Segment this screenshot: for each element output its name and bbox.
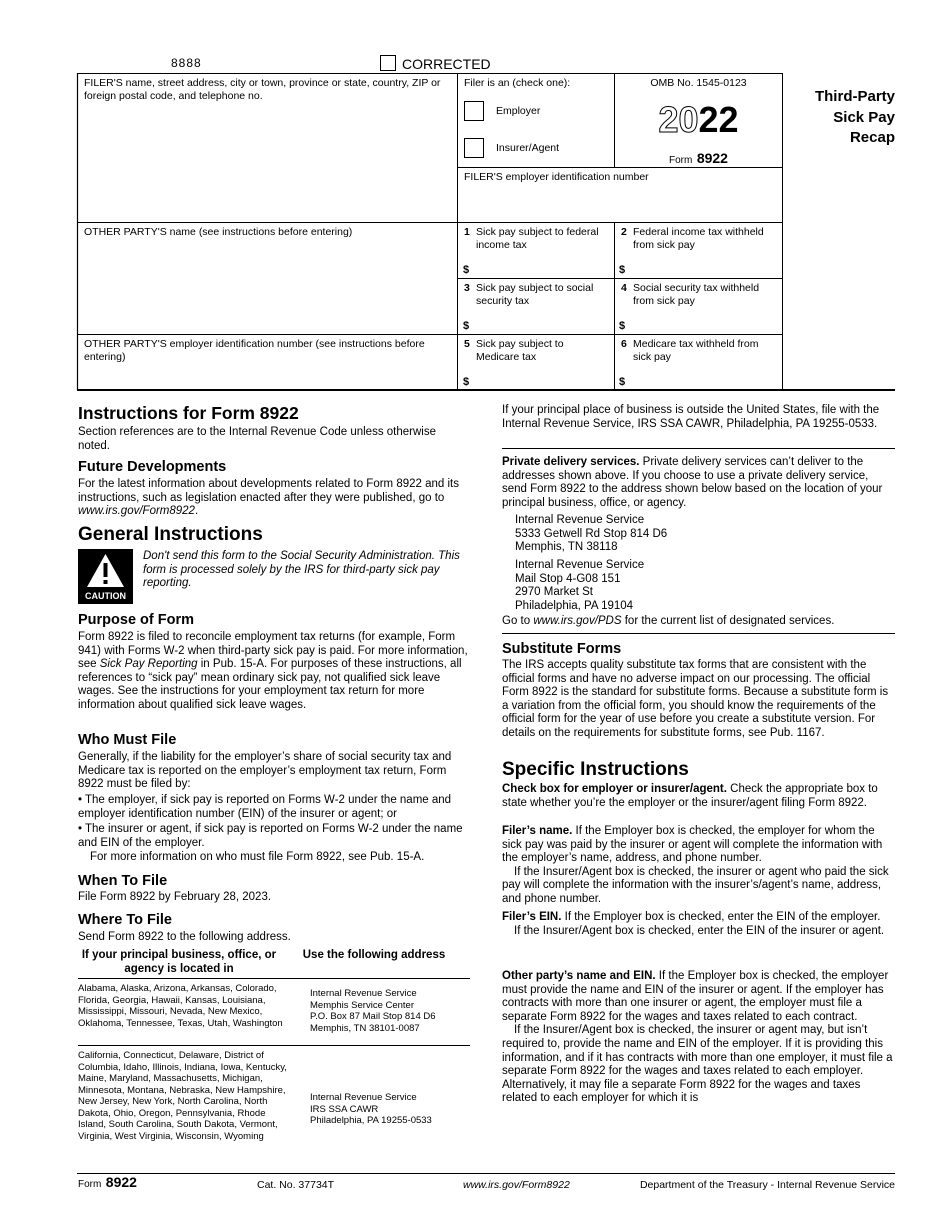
box-4[interactable]	[616, 280, 781, 333]
omb-number: OMB No. 1545-0123	[650, 77, 747, 89]
pds-addr2-line: Philadelphia, PA 19104	[515, 599, 634, 612]
who-bullet-2: • The insurer or agent, if sick pay is reported on Forms W-2 under the name and EIN of the employer.	[78, 823, 463, 849]
row1-addr-line: Memphis, TN 38101-0087	[310, 1022, 420, 1034]
other-party-ein-field[interactable]	[79, 364, 456, 389]
tax-year-solid: 22	[698, 99, 739, 140]
box-4-number: 4	[621, 282, 627, 294]
purpose-text-1: Form 8922 is filed to reconcile employment tax returns (for example, Form 941) with Forms W-2 when third-party sick pay is paid. For more information, see	[78, 631, 468, 671]
pds-addr2-line: Mail Stop 4-G08 151	[515, 572, 621, 585]
filer-ein-field[interactable]	[459, 186, 781, 221]
who-more: For more information on who must file Form 8922, see Pub. 15-A.	[90, 851, 425, 863]
filer-is-label: Filer is an (check one):	[464, 77, 571, 89]
box-3-number: 3	[464, 282, 470, 294]
caution-icon	[78, 549, 133, 591]
when-to-file-text: File Form 8922 by February 28, 2023.	[78, 891, 272, 903]
box-5-dollar: $	[463, 376, 470, 388]
tax-year-outline: 20	[658, 99, 699, 140]
pds-goto-end: for the current list of designated services.	[624, 615, 835, 627]
filer-name-label: FILER'S name, street address, city or town, province or state, country, ZIP or foreign postal code, and telephone no.	[84, 77, 441, 102]
other-party-ein-label: OTHER PARTY'S employer identification number (see instructions before entering)	[84, 338, 425, 363]
pds-address-2	[515, 559, 875, 613]
table-row-1-states: Alabama, Alaska, Arizona, Arkansas, Colorado, Florida, Georgia, Hawaii, Kansas, Louisiana, Mississippi, Missouri, Nevada, New Mexico, Oklahoma, Tennessee, Texas, Utah, Washington	[78, 983, 283, 1029]
insurer-agent-label: Insurer/Agent	[496, 142, 560, 154]
instructions-title: Instructions for Form 8922	[78, 403, 299, 423]
table-row-1-address	[310, 988, 470, 1034]
other-party-name-label: OTHER PARTY'S name (see instructions before entering)	[84, 226, 353, 238]
check-box-text: Check the appropriate box to state whether you’re the employer or the insurer/agent filing Form 8922.	[502, 783, 878, 809]
form-title: Third-Party Sick Pay Recap	[814, 88, 895, 146]
box-4-label: Social security tax withheld from sick pay	[633, 282, 760, 307]
table-row-2-states: California, Connecticut, Delaware, District of Columbia, Idaho, Illinois, Indiana, Iowa, Kentucky, Maine, Maryland, Massachusetts, Michigan, Minnesota, Montana, Nebraska, New Hampshire, New Jersey, New York, North Carolina, North Dakota, Ohio, Oregon, Pennsylvania, Rhode Island, South Carolina, South Dakota, Vermont, Virginia, West Virginia, Wisconsin, Wyoming	[78, 1050, 287, 1142]
pds-goto-text: Go to	[502, 615, 531, 627]
specific-instructions-heading: Specific Instructions	[502, 759, 689, 780]
insurer-agent-checkbox[interactable]	[464, 138, 484, 158]
box-6-dollar: $	[619, 376, 626, 388]
future-link[interactable]: www.irs.gov/Form8922	[78, 505, 195, 518]
box-2[interactable]	[616, 224, 781, 277]
box-5[interactable]	[459, 336, 613, 389]
filer-ein-text-2: If the Insurer/Agent box is checked, enter the EIN of the insurer or agent.	[514, 924, 885, 937]
corrected-checkbox[interactable]	[380, 55, 396, 71]
table-row-2-address	[310, 1092, 470, 1127]
pds-addr2-line: 2970 Market St	[515, 586, 593, 599]
purpose-link: Sick Pay Reporting	[99, 658, 198, 671]
pds-link[interactable]: www.irs.gov/PDS	[533, 615, 622, 627]
purpose-text-2: in Pub. 15-A. For purposes of these instructions, all references to “sick pay” mean ordinary sick pay, not qualified sick leave wages. See the instructions for your employment tax return for more information about qualified sick leave wages.	[78, 658, 462, 711]
box-2-number: 2	[621, 226, 627, 238]
private-delivery-text	[502, 456, 895, 510]
who-must-file-heading: Who Must File	[78, 732, 177, 748]
pds-addr1-line: Internal Revenue Service	[515, 514, 645, 526]
private-delivery-heading: Private delivery services.	[502, 456, 640, 468]
footer-url: www.irs.gov/Form8922	[463, 1179, 570, 1191]
void-code: 8888	[171, 56, 202, 70]
employer-label: Employer	[496, 105, 541, 117]
box-3-label: Sick pay subject to social security tax	[476, 282, 594, 307]
when-to-file-heading: When To File	[78, 873, 168, 889]
box-5-label: Sick pay subject to Medicare tax	[476, 338, 564, 363]
footer-cat-no: Cat. No. 37734T	[257, 1179, 335, 1191]
caution-label: CAUTION	[85, 591, 126, 601]
other-party-text: If the Employer box is checked, the employer must provide the name and EIN of the insurer or agent. If the employer has contracts with more than one insurer or agent, the employer must file a separate Form 8922 for the wages and taxes related to each contract.	[502, 970, 889, 1023]
box-2-dollar: $	[619, 264, 626, 276]
form-number: 8922	[696, 150, 728, 166]
row1-addr-line: P.O. Box 87 Mail Stop 814 D6	[310, 1011, 436, 1022]
caution-badge	[78, 549, 133, 604]
check-box-instructions	[502, 783, 895, 810]
box-1-number: 1	[464, 226, 470, 238]
corrected-label: CORRECTED	[402, 56, 491, 72]
caution-text: Don't send this form to the Social Security Administration. This form is processed solely by the IRS for third-party sick pay reporting.	[143, 550, 460, 590]
pds-address-1	[515, 514, 875, 555]
who-bullet-1: • The employer, if sick pay is reported on Forms W-2 under the name and employer identification number (EIN) of the insurer or agent; or	[78, 794, 452, 820]
filer-ein-instructions	[502, 911, 895, 938]
outside-us-text: If your principal place of business is outside the United States, file with the Internal Revenue Service, IRS SSA CAWR, Philadelphia, PA 19255-0533.	[502, 404, 880, 430]
pds-addr1-line: Memphis, TN 38118	[515, 541, 618, 554]
row1-addr-line: Memphis Service Center	[310, 999, 415, 1011]
box-6-label: Medicare tax withheld from sick pay	[633, 338, 759, 363]
filer-name-text: If the Employer box is checked, the employer for whom the sick pay was paid by the insurer or agent will complete the information with the employer’s name, address, and phone number.	[502, 825, 883, 865]
box-4-dollar: $	[619, 320, 626, 332]
purpose-text	[78, 631, 470, 713]
filer-ein-text: If the Employer box is checked, enter the EIN of the employer.	[564, 911, 881, 923]
row2-addr-line: Internal Revenue Service	[310, 1092, 417, 1103]
intro-text: Section references are to the Internal Revenue Code unless otherwise noted.	[78, 426, 436, 452]
pds-addr1-line: 5333 Getwell Rd Stop 814 D6	[515, 527, 668, 540]
table-header-location: If your principal business, office, or agency is located in	[81, 949, 277, 975]
box-5-number: 5	[464, 338, 470, 350]
filer-name-heading: Filer’s name.	[502, 825, 573, 837]
filer-ein-label: FILER'S employer identification number	[464, 171, 649, 183]
where-to-file-text: Send Form 8922 to the following address.	[78, 931, 291, 943]
row2-addr-line: Philadelphia, PA 19255-0533	[310, 1115, 432, 1126]
footer-form-word: Form	[78, 1179, 102, 1190]
table-header-address: Use the following address	[302, 949, 446, 961]
who-must-file-text: Generally, if the liability for the employer’s share of social security tax and Medicare tax is reported on the employer’s employment tax return, Form 8922 must be filed by:	[78, 751, 452, 791]
pds-addr2-line: Internal Revenue Service	[515, 559, 645, 571]
pds-goto	[502, 615, 895, 629]
footer-form-id	[78, 1174, 137, 1192]
box-3-dollar: $	[463, 320, 470, 332]
form-word: Form	[669, 155, 693, 166]
filer-name-instructions	[502, 825, 895, 907]
box-1-dollar: $	[463, 264, 470, 276]
future-text: For the latest information about developments related to Form 8922 and its instructions, such as legislation enacted after they were published, go to	[78, 478, 459, 504]
substitute-forms-text: The IRS accepts quality substitute tax forms that are consistent with the official forms and have no adverse impact on our processing. The official Form 8922 is the standard for substitute forms. Because a substitute form is a variation from the official form, you should know the requirements of the official form for the year of use before you create a substitute version. For details on the requirements for substitute forms, see Pub. 1167.	[502, 659, 889, 739]
box-6[interactable]	[616, 336, 781, 389]
general-instructions-heading: General Instructions	[78, 524, 263, 545]
footer-department: Department of the Treasury - Internal Revenue Service	[639, 1179, 895, 1191]
other-party-text-2: If the Insurer/Agent box is checked, the insurer or agent may, but isn’t required to, provide the name and EIN of the employer. If it is providing this information, and if it has contracts with more than one employer, it must file a separate Form 8922 for the wages and taxes related to each employer. Alternatively, it may file a separate Form 8922 for the wages and taxes related to each employer for which it is	[502, 1024, 893, 1105]
other-party-heading: Other party’s name and EIN.	[502, 970, 656, 982]
tax-year	[615, 100, 782, 140]
substitute-forms-heading: Substitute Forms	[502, 641, 622, 657]
row1-addr-line: Internal Revenue Service	[310, 988, 417, 999]
box-6-number: 6	[621, 338, 627, 350]
future-developments-heading: Future Developments	[78, 459, 227, 475]
check-box-heading: Check box for employer or insurer/agent.	[502, 783, 727, 795]
future-developments-text: For the latest information about developments related to Form 8922 and its instructions, such as legislation enacted after they were published, go to www.irs.gov/Form8922.	[78, 478, 459, 518]
form-id	[615, 150, 782, 168]
other-party-name-field[interactable]	[79, 240, 456, 333]
filer-ein-heading: Filer’s EIN.	[502, 911, 562, 923]
filer-name-field[interactable]	[79, 105, 456, 221]
box-3[interactable]	[459, 280, 613, 333]
row2-addr-line: IRS SSA CAWR	[310, 1103, 379, 1115]
where-to-file-heading: Where To File	[78, 912, 172, 928]
other-party-instructions	[502, 970, 895, 1106]
box-1-label: Sick pay subject to federal income tax	[476, 226, 599, 251]
purpose-heading: Purpose of Form	[78, 612, 195, 628]
box-1[interactable]	[459, 224, 613, 277]
employer-checkbox[interactable]	[464, 101, 484, 121]
private-delivery-body: Private delivery services can’t deliver to the addresses shown above. If you choose to use a private delivery service, send Form 8922 to the address shown below based on the location of your principal business, office, or agency.	[502, 456, 883, 509]
filer-name-text-2: If the Insurer/Agent box is checked, the insurer or agent who paid the sick pay will complete the information with the insurer’s/agent’s name, address, and phone number.	[502, 865, 889, 905]
footer-form-number: 8922	[105, 1174, 137, 1190]
box-2-label: Federal income tax withheld from sick pay	[633, 226, 764, 251]
